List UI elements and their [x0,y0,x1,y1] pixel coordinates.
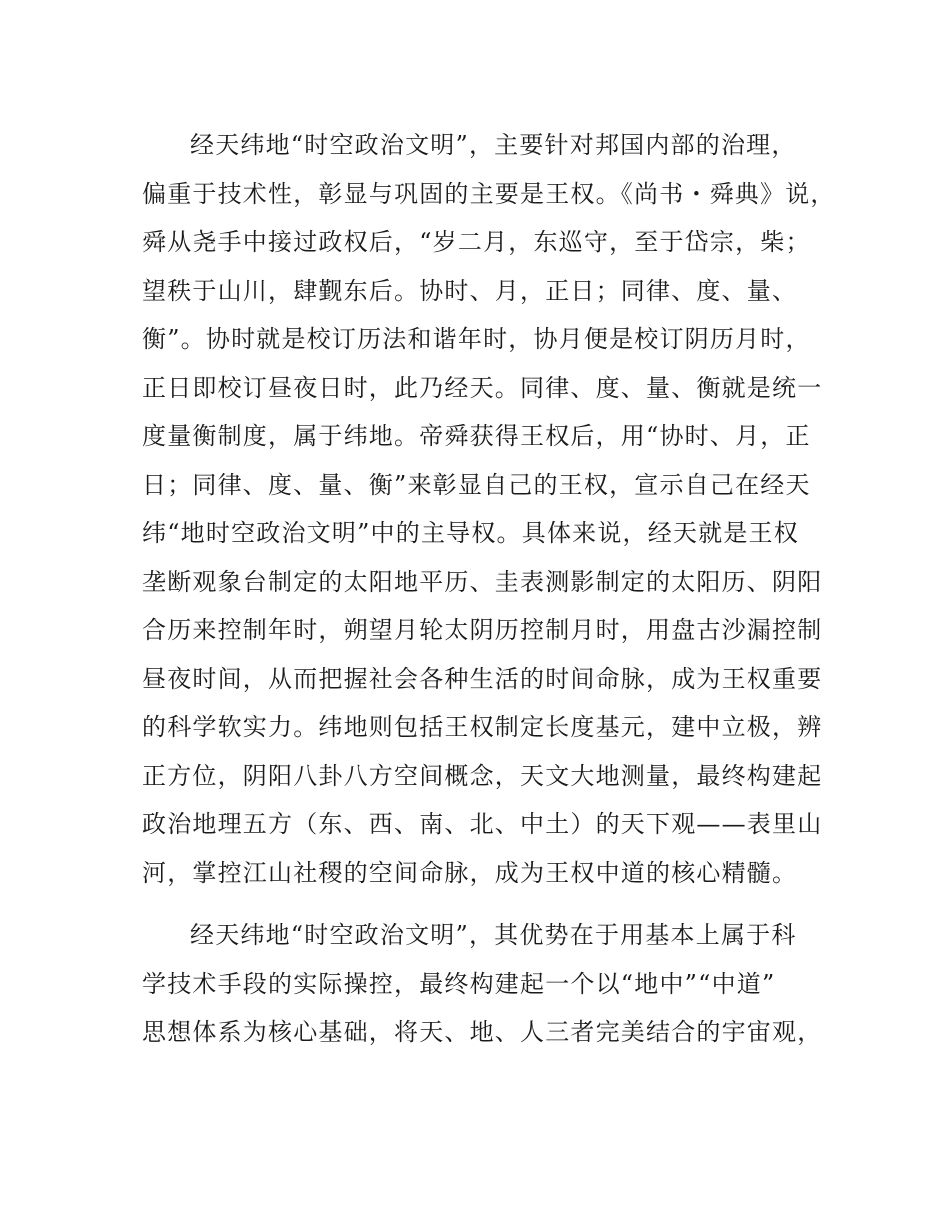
text-line: 昼夜时间，从而把握社会各种生活的时间命脉，成为王权重要 [142,664,823,693]
text-line: 学技术手段的实际操控，最终构建起一个以“地中”“中道” [142,969,776,998]
text-line: 经天纬地“时空政治文明”，主要针对邦国内部的治理， [190,131,797,159]
text-line: 政治地理五方（东、西、南、北、中土）的天下观——表里山 [142,810,823,838]
text-line: 望秩于山川，肆觐东后。协时、月，正日；同律、度、量、 [142,276,798,305]
text-line: 正日即校订昼夜日时，此乃经天。同律、度、量、衡就是统一 [142,373,823,402]
paragraph-2 [142,911,832,1057]
text-line: 合历来控制年时，朔望月轮太阴历控制月时，用盘古沙漏控制 [142,616,823,644]
text-line: 正方位，阴阳八卦八方空间概念，天文大地测量，最终构建起 [142,761,823,790]
text-line: 纬“地时空政治文明”中的主导权。具体来说，经天就是王权 [142,519,799,547]
text-line: 舜从尧手中接过政权后，“岁二月，东巡守，至于岱宗，柴； [142,228,811,256]
paragraph-spacer [142,897,832,911]
text-line: 衡”。协时就是校订历法和谐年时，协月便是校订阴历月时， [142,325,811,353]
text-line: 经天纬地“时空政治文明”，其优势在于用基本上属于科 [190,921,797,949]
text-line: 河，掌控江山社稷的空间命脉，成为王权中道的核心精髓。 [142,858,798,887]
text-line: 的科学软实力。纬地则包括王权制定长度基元，建中立极，辨 [142,713,823,741]
text-line: 日；同律、度、量、衡”来彰显自己的王权，宣示自己在经天 [142,470,811,499]
text-line: 思想体系为核心基础，将天、地、人三者完美结合的宇宙观， [142,1018,823,1046]
text-line: 垄断观象台制定的太阳地平历、圭表测影制定的太阳历、阴阳 [142,567,823,596]
text-line: 偏重于技术性，彰显与巩固的主要是王权。《尚书・舜典》说， [142,179,836,208]
document-body [142,121,836,1057]
text-line: 度量衡制度，属于纬地。帝舜获得王权后，用“协时、月，正 [142,422,811,450]
paragraph-1 [142,121,836,897]
